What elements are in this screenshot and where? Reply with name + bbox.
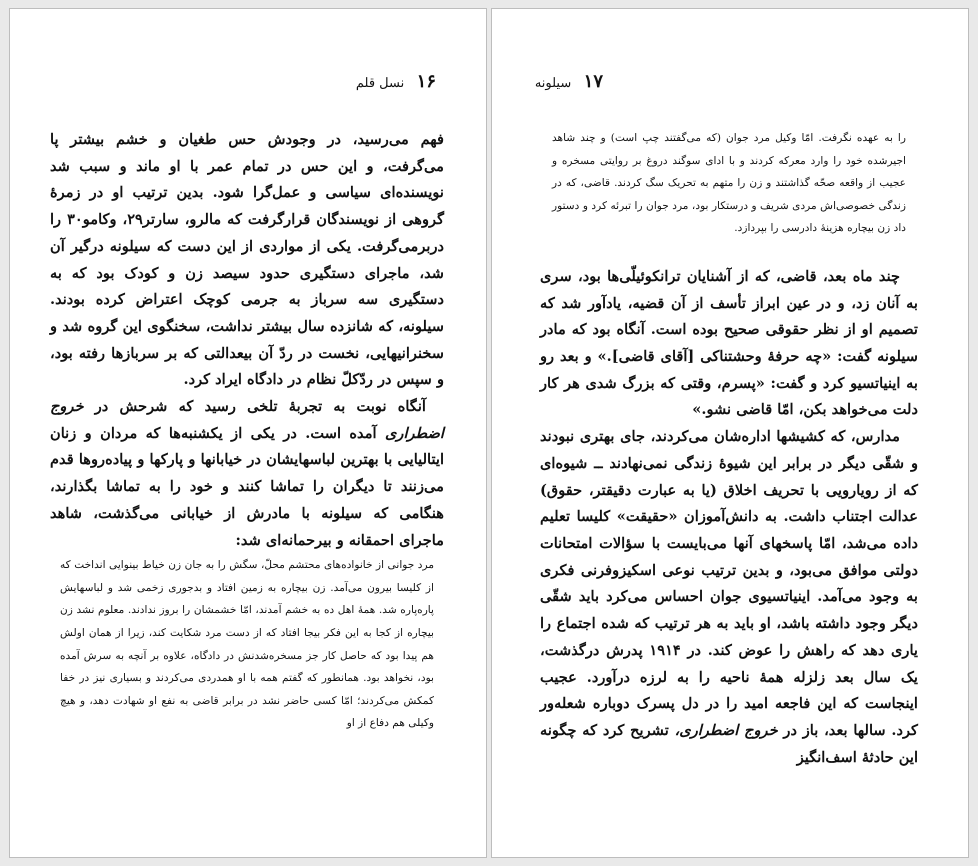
left-paragraph-2-rest: آمده است. در یکی از یکشنبه‌ها که مردان و زنان ایتالیایی با بهترین لباسهایشان در خیابانها و پارکها و پیاده‌روها قدم می‌زنند تا دیگران را تماشا کنند و خود را به تماشا بگذارند، هنگامی که سیلونه با مادرش از خیابانی می‌گذشت، شاهد ماجرای احمقانه و بیرحمانه‌ای شد:: [50, 424, 444, 549]
left-paragraph-2: [50, 394, 444, 554]
right-paragraph-2: [540, 424, 918, 771]
right-page-number: ۱۷: [583, 71, 603, 92]
right-block-quote: را به عهده نگرفت. امّا وکیل مرد جوان (که می‌گفتند چپ است) و چند شاهد اجیرشده خود را وارد معرکه کردند و با ادای سوگند دروغ بر روایتی مسخره و عجیب از واقعه صحّه گذاشتند و زن را متهم به تحریک سگ کردند. قاضی، که در زندگی خصوصی‌اش مردی شریف و درستکار بود، مرد جوان را تبرئه کرد و دستور داد زن بیچاره هزینهٔ دادرسی را بپردازد.: [552, 132, 906, 235]
left-running-title: نسل قلم: [355, 76, 405, 91]
book-title-emergency-exit: خروج اضطراری: [50, 398, 444, 442]
right-paragraph-2-text: مدارس، که کشیشها اداره‌شان می‌کردند، جای بهتری نبودند و شقّی دیگر در برابر این شیوهٔ زندگی نمی‌نهادند ــ شیوه‌ای که از رویارویی با تحریف اخلاق (یا به عبارت دقیقتر، حقوق) عدالت اجتناب داشت. به دانش‌آموزان «حقیقت» کلیسا تعلیم داده می‌شد، امّا پاسخهای آنها می‌بایست با سؤالات امتحانات دولتی موافق می‌بود، و بدین ترتیب نوعی اسکیزوفرنی فکری به وجود می‌آمد. اینیاتسیوی جوان احساس می‌کرد باید شقّی دیگر وجود داشته باشد، او باید به هر ترتیب که شده اجتماع را یاری دهد که راهش را عوض کند. در ۱۹۱۴ پدرش درگذشت، یک سال بعد زلزله همهٔ ناحیه را به لرزه درآورد. عجیب اینجاست که این فاجعه امید را در دل پسرک دوباره شعله‌ور کرد. سالها بعد، باز در: [540, 428, 919, 739]
left-running-head: [356, 71, 440, 92]
right-page: [491, 8, 969, 858]
left-paragraph-2-lead: آنگاه نوبت به تجربهٔ تلخی رسید که شرحش در: [94, 398, 426, 416]
left-block-quote: مرد جوانی از خانواده‌های محتشم محلّ، سگش را به جان زن خیاط بینوایی انداخت که از کلیسا بیرون می‌آمد. زن بیچاره به زمین افتاد و بدجوری زخمی شد و لباسهایش پاره‌پاره شد. همهٔ اهل ده به خشم آمدند، امّا خشمشان را بروز ندادند. معلوم نشد زن بیچاره از کجا به این فکر بیجا افتاد که از دست مرد شکایت کند، زیرا از همان اولش هم پیدا بود که حاصل کار جز مسخره‌شدنش در دادگاه، علاوه بر آنچه به سرش آمده بود، نخواهد بود. همانطور که گفتم همه با او همدردی می‌کردند و بسیاری نیز در خفا کمکش می‌کردند؛ امّا کسی حاضر نشد در برابر قاضی به نفع او شهادت دهد، و هیچ وکیلی هم دفاع از او: [60, 559, 434, 730]
left-text-column: [50, 127, 444, 735]
right-running-head: [535, 71, 607, 92]
right-text-column: [540, 127, 918, 771]
book-title-emergency-exit-2: خروج اضطراری،: [674, 721, 778, 739]
left-page: [9, 8, 487, 858]
left-page-number: ۱۶: [416, 71, 436, 92]
right-paragraph-2-tail: تشریح کرد که چگونه این حادثهٔ اسف‌انگیز: [540, 721, 918, 766]
right-running-title: سیلونه: [534, 76, 572, 91]
right-paragraph-1: چند ماه بعد، قاضی، که از آشنایان ترانکوئیلّی‌ها بود، سری به آنان زد، و در عین ابراز تأسف از آن قضیه، یادآور شد که تصمیم او از نظر حقوقی صحیح بوده است. آنگاه بود که مادر سیلونه گفت: «چه حرفهٔ وحشتناکی [آقای قاضی].» و بعد رو به اینیاتسیو کرد و گفت: «پسرم، وقتی که بزرگ شدی هر کار دلت می‌خواهد بکن، امّا قاضی نشو.»: [540, 267, 918, 419]
left-paragraph-1: فهم می‌رسید، در وجودش حس طغیان و خشم بیشتر پا می‌گرفت، و این حس در تمام عمر با او ماند و سبب شد نویسنده‌ای سیاسی و عمل‌گرا شود. بدین ترتیب او در زمرهٔ گروهی از نویسندگان قرارگرفت که مالرو، سارتر۲۹، وکامو۳۰ را دربرمی‌گرفت. یکی از مواردی از این دست که سیلونه درگیر آن شد، ماجرای دستگیری حدود سیصد زن و کودک بود که به دستگیری سه سرباز به جرمی کوچک اعتراض کرده بودند. سیلونه، که شانزده سال بیشتر نداشت، سخنگوی این گروه شد و سخنرانیهایی، نخست در ردّ آن بیعدالتی که بر سربازها رفته بود، و سپس در ردّکلّ نظام در دادگاه ایراد کرد.: [50, 131, 445, 389]
